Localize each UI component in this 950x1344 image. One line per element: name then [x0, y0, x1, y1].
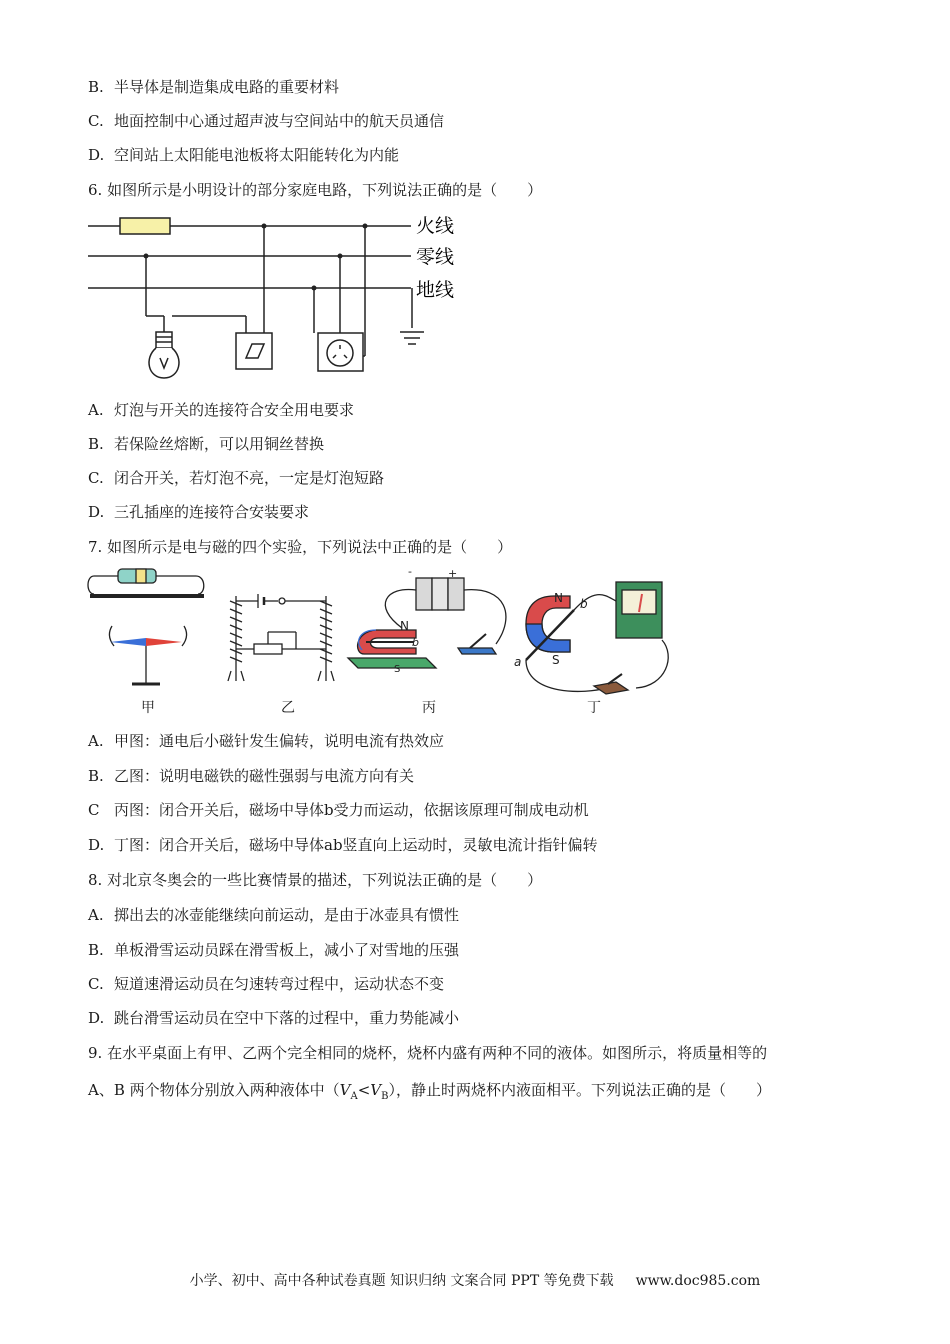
svg-text:a: a	[514, 655, 522, 669]
lamp	[149, 332, 179, 378]
q8-option-d: D. 跳台滑雪运动员在空中下落的过程中，重力势能减小	[88, 1009, 460, 1027]
q6-option-d: D. 三孔插座的连接符合安装要求	[88, 503, 310, 521]
q5-option-d: D. 空间站上太阳能电池板将太阳能转化为内能	[88, 146, 400, 164]
label-ground: 地线	[416, 279, 455, 301]
electromagnetism-experiments-figure	[86, 566, 686, 716]
household-circuit-diagram	[86, 208, 466, 383]
caption-bing: 丙	[422, 700, 436, 716]
fig-jia	[88, 569, 204, 684]
label-live: 火线	[416, 215, 455, 237]
caption-yi: 乙	[281, 700, 295, 716]
footer-url[interactable]: www.doc985.com	[635, 1273, 761, 1289]
fig-bing	[348, 578, 506, 668]
q6-option-a: A. 灯泡与开关的连接符合安全用电要求	[88, 401, 355, 419]
q6-option-b: B. 若保险丝熔断，可以用铜丝替换	[88, 435, 325, 453]
q9-stem-line1: 9. 在水平桌面上有甲、乙两个完全相同的烧杯，烧杯内盛有两种不同的液体。如图所示，将质量相等的	[88, 1044, 768, 1062]
q8-option-a: A. 掷出去的冰壶能继续向前运动，是由于冰壶具有惯性	[88, 906, 460, 924]
q5-option-b: B. 半导体是制造集成电路的重要材料	[88, 78, 340, 96]
page-footer	[0, 1270, 950, 1290]
fig-yi	[228, 594, 334, 681]
caption-ding: 丁	[587, 700, 601, 716]
svg-text:S: S	[394, 664, 401, 675]
svg-text:+: +	[448, 567, 458, 580]
svg-text:b: b	[412, 636, 419, 649]
footer-text: 小学、初中、高中各种试卷真题 知识归纳 文案合同 PPT 等免费下载	[189, 1273, 614, 1289]
svg-text:N: N	[554, 591, 563, 605]
q7-stem: 7. 如图所示是电与磁的四个实验，下列说法中正确的是（ ）	[88, 538, 513, 556]
q7-option-b: B. 乙图：说明电磁铁的磁性强弱与电流方向有关	[88, 767, 415, 785]
caption-jia: 甲	[141, 700, 155, 716]
svg-text:b: b	[580, 597, 588, 611]
q6-stem: 6. 如图所示是小明设计的部分家庭电路，下列说法正确的是（ ）	[88, 181, 543, 199]
svg-text:S: S	[552, 653, 560, 667]
svg-text:N: N	[400, 619, 409, 633]
fuse	[120, 218, 170, 234]
q8-option-c: C. 短道速滑运动员在匀速转弯过程中，运动状态不变	[88, 975, 445, 993]
q8-stem: 8. 对北京冬奥会的一些比赛情景的描述，下列说法正确的是（ ）	[88, 871, 543, 889]
q7-option-c: C 丙图：闭合开关后，磁场中导体b受力而运动，依据该原理可制成电动机	[88, 801, 589, 819]
q6-option-c: C. 闭合开关，若灯泡不亮，一定是灯泡短路	[88, 469, 385, 487]
q7-option-d: D. 丁图：闭合开关后，磁场中导体ab竖直向上运动时，灵敏电流计指针偏转	[88, 836, 598, 854]
label-neutral: 零线	[416, 246, 455, 268]
q5-option-c: C. 地面控制中心通过超声波与空间站中的航天员通信	[88, 112, 445, 130]
fig-ding	[526, 582, 668, 694]
q7-option-a: A. 甲图：通电后小磁针发生偏转，说明电流有热效应	[88, 732, 445, 750]
svg-text:-: -	[408, 566, 412, 578]
q8-option-b: B. 单板滑雪运动员踩在滑雪板上，减小了对雪地的压强	[88, 941, 460, 959]
q9-stem-line2: A、B 两个物体分别放入两种液体中$(V_A<V_B)$，静止时两烧杯内液面相平。下列说法正确的是（ ）	[88, 1081, 772, 1102]
